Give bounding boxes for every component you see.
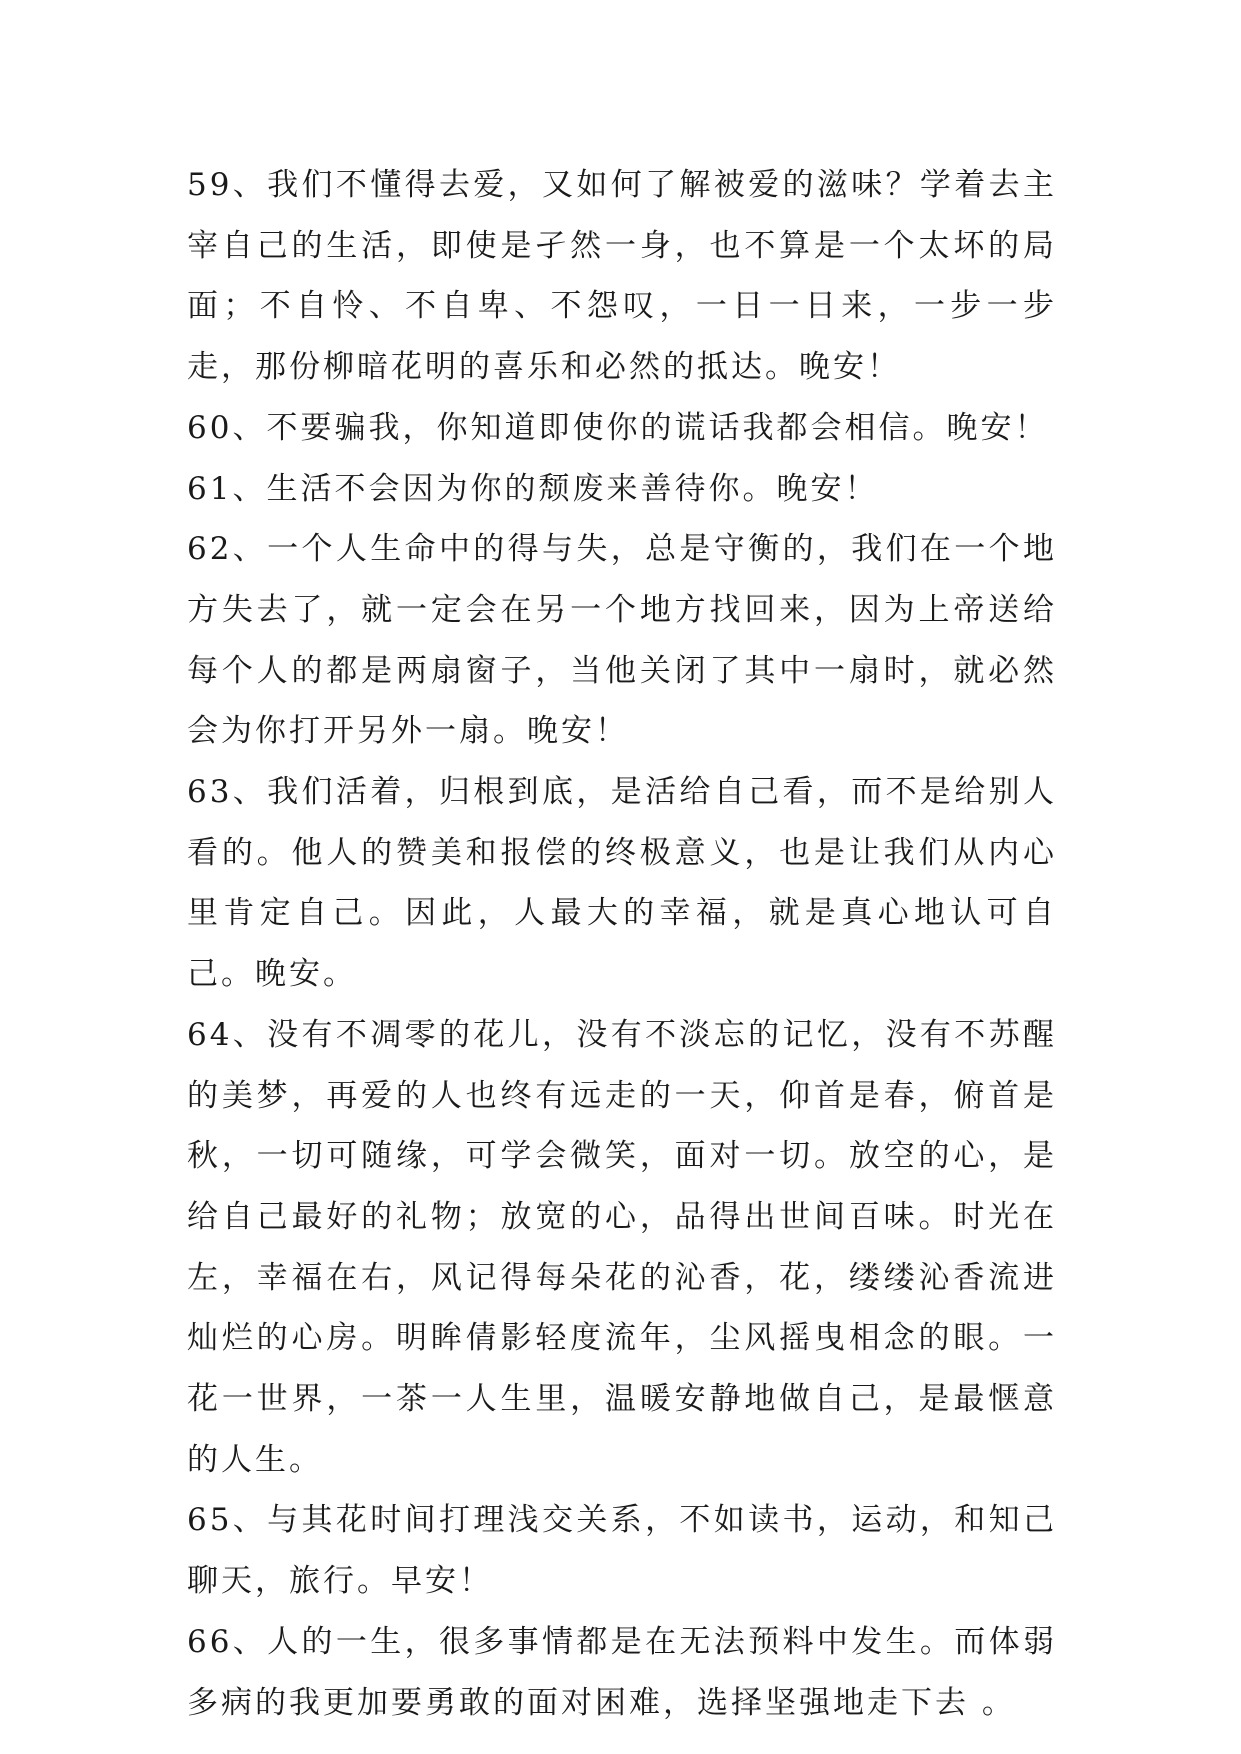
- quote-paragraph-61: 61、生活不会因为你的颓废来善待你。晚安！: [187, 470, 879, 507]
- quote-paragraph-66: 66、人的一生，很多事情都是在无法预料中发生。而体弱多病的我更加要勇敢的面对困难，选择坚强地走下去 。: [187, 1623, 1057, 1721]
- document-body: [187, 155, 1057, 1733]
- quote-paragraph-60: 60、不要骗我，你知道即使你的谎话我都会相信。晚安！: [187, 409, 1049, 446]
- quote-paragraph-64: 64、没有不凋零的花儿，没有不淡忘的记忆，没有不苏醒的美梦，再爱的人也终有远走的一天，仰首是春，俯首是秋，一切可随缘，可学会微笑，面对一切。放空的心，是给自己最好的礼物；放宽的心，品得出世间百味。时光在左，幸福在右，风记得每朵花的沁香，花，缕缕沁香流进灿烂的心房。明眸倩影轻度流年，尘风摇曳相念的眼。一花一世界，一茶一人生里，温暖安静地做自己，是最惬意的人生。: [187, 1016, 1057, 1478]
- quote-paragraph-65: 65、与其花时间打理浅交关系，不如读书，运动，和知己聊天，旅行。早安！: [187, 1502, 1057, 1600]
- quote-paragraph-63: 63、我们活着，归根到底，是活给自己看，而不是给别人看的。他人的赞美和报偿的终极意义，也是让我们从内心里肯定自己。因此，人最大的幸福，就是真心地认可自己。晚安。: [187, 774, 1057, 993]
- quote-paragraph-62: 62、一个人生命中的得与失，总是守衡的，我们在一个地方失去了，就一定会在另一个地方找回来，因为上帝送给每个人的都是两扇窗子，当他关闭了其中一扇时，就必然会为你打开另外一扇。晚安！: [187, 531, 1057, 750]
- quote-paragraph-59: 59、我们不懂得去爱，又如何了解被爱的滋味？学着去主宰自己的生活，即使是孑然一身，也不算是一个太坏的局面；不自怜、不自卑、不怨叹，一日一日来，一步一步走，那份柳暗花明的喜乐和必然的抵达。晚安！: [187, 167, 1057, 386]
